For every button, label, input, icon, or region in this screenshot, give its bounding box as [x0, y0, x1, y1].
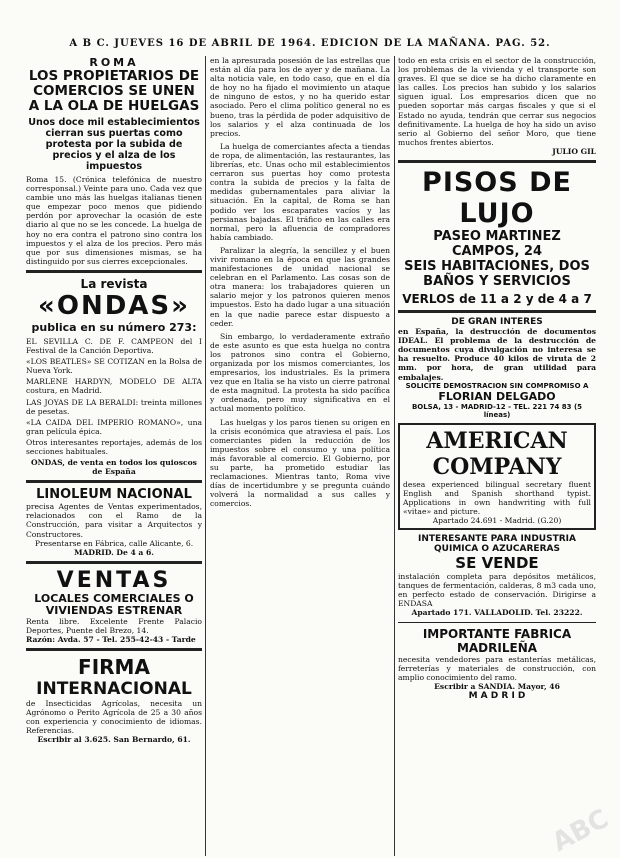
industria-body: instalación completa para depósitos metálicos, tanques de fermentación, calderas, 8 m3 cada uno, en perfecto estado de conservación. Dirigirse a ENDASA: [398, 572, 596, 609]
firma-title: FIRMA: [78, 655, 150, 680]
fabrica-title: IMPORTANTE FABRICA MADRILEÑA: [422, 626, 572, 655]
ondas-item: «LOS BEATLES» SE COTIZAN en la Bolsa de Nueva York.: [26, 357, 202, 376]
linoleum-title: LINOLEUM NACIONAL: [36, 487, 192, 503]
industria-contact: Apartado 171. VALLADOLID. Tel. 23222.: [411, 608, 583, 618]
column-right: [398, 56, 596, 701]
article-subhead: Unos doce mil establecimientos cierran sus puertas como protesta por la subida de precios y el alza de los impuestos: [28, 117, 200, 172]
interes-ad: [398, 317, 596, 419]
divider: [398, 310, 596, 313]
american-title2: COMPANY: [432, 453, 562, 480]
ventas-title: VENTAS: [56, 567, 172, 593]
article-paragraph: Sin embargo, lo verdaderamente extraño de este asunto es que esta huelga no contra los patronos sino contra el Gobierno, organizada por los mismos comerciantes, los empresarios, los industriales. Es la primera vez que en Italia se ha visto un cierre patronal de esta magnitud. La protesta ha sido pacífica y ordenada, pero muy significativa en el actual momento político.: [210, 331, 390, 414]
pisos-rooms: SEIS HABITACIONES, DOS BAÑOS Y SERVICIOS: [404, 259, 590, 290]
pisos-street: PASEO MARTINEZ CAMPOS, 24: [433, 229, 561, 260]
divider: [26, 561, 202, 564]
industria-ad: [398, 534, 596, 617]
fabrica-contact: Escribir a SANDIA. Mayor, 46: [434, 681, 560, 691]
fabrica-body: necesita vendedores para estanterías metálicas, ferreterías y materiales de construcción, con amplio conocimiento del ramo.: [398, 654, 596, 682]
article-paragraph: Las huelgas y los paros tienen su origen en la crisis económica que atraviesa el país. Los comerciantes piden la reducción de los impuestos sobre el consumo y una política más favorable al comercio. El Gobierno, por su parte, ha prometido estudiar las reclamaciones. Mientras tanto, Roma vive días de incertidumbre y se pregunta cuándo volverá la normalidad a sus calles y comercios.: [210, 417, 390, 509]
article-paragraph: La huelga de comerciantes afecta a tiendas de ropa, de alimentación, las restaurantes, las librerías, etc. Unas ocho mil establecimientos cerraron sus puertas hoy como protesta contra la subida de precios y la falta de medidas gubernamentales para aliviar la situación. En la capital, de Roma se han podido ver los escaparates vacíos y las persianas bajadas. El tráfico en las calles era normal, pero la afluencia de compradores había cambiado.: [210, 141, 390, 242]
pisos-ad: [398, 167, 596, 306]
firma-title2: INTERNACIONAL: [36, 679, 192, 700]
column-left: [26, 56, 202, 745]
american-contact: Apartado 24.691 - Madrid. (G.20): [432, 515, 562, 525]
pisos-title: PISOS DE LUJO: [422, 167, 572, 230]
article-headline: LOS PROPIETARIOS DE COMERCIOS SE UNEN A LA OLA DE HUELGAS: [28, 68, 200, 114]
divider: [398, 160, 596, 163]
interes-title: DE GRAN INTERES: [451, 317, 543, 328]
american-title1: AMERICAN: [426, 427, 568, 454]
fabrica-city: M A D R I D: [468, 690, 526, 701]
article-paragraph: todo en esta crisis en el sector de la construcción, los problemas de la vivienda y el transporte son graves. El que se dice se ha dicho claramente en las calles. Los precios han subido y los salarios siguen igual. Los empresarios dicen que no pueden soportar más cargas fiscales y que si el Estado no ayuda, tendrán que cerrar sus negocios definitivamente. La huelga de hoy ha sido un aviso serio al Gobierno del señor Moro, que tiene muchos frentes abiertos.: [398, 56, 596, 147]
divider: [26, 480, 202, 483]
ondas-item: «LA CAIDA DEL IMPERIO ROMANO», una gran película épica.: [26, 417, 202, 436]
kicker: ROMA: [89, 56, 139, 69]
ondas-item: EL SEVILLA C. DE F. CAMPEON del I Festival de la Canción Deportiva.: [26, 336, 202, 356]
ondas-item: LAS JOYAS DE LA BERALDI: treinta millones de pesetas.: [26, 397, 202, 416]
divider: [26, 648, 202, 651]
ventas-ad: [26, 568, 202, 644]
linoleum-contact: Presentarse en Fábrica, calle Alicante, 6.: [34, 538, 194, 548]
article-body: Roma 15. (Crónica telefónica de nuestro corresponsal.) Veinte para uno. Cada vez que cambie uno más las huelgas italianas tienen que empezar poco menos que pidiendo perdón por aprovechar la ocasión de este diario al que no se les concede. La huelga de hoy no era contra el patrono sino contra los impuestos y el alza de los precios. Pero más que por sus dimensiones mismas, se ha distinguido por sus cierres excepcionales.: [26, 175, 202, 266]
divider: [398, 622, 596, 623]
firma-ad: [26, 655, 202, 744]
article-paragraph: Paralizar la alegría, la sencillez y el buen vivir romano en la época en que las grandes manifestaciones de unidad nacional se celebran en el Parlamento. Las cosas son de otra manera: los trabajadores quieren un salario mejor y los patronos quieren menos impuestos. Esto ha dado lugar a una situación en la que nadie parece estar dispuesto a ceder.: [210, 245, 390, 328]
interes-demo: SOLICITE DEMOSTRACION SIN COMPROMISO A: [405, 381, 589, 390]
industria-title: INTERESANTE PARA INDUSTRIA QUIMICA O AZUCARERAS: [418, 534, 576, 555]
column-rule: [205, 56, 206, 856]
american-ad: [398, 423, 596, 530]
interes-address: BOLSA, 13 - MADRID-12 - TEL. 221 74 83 (5 líneas): [411, 402, 583, 419]
ondas-issue: publica en su número 273:: [31, 320, 197, 334]
article-paragraph: en la apresurada posesión de las estrellas que están al día para los de ayer y de mañana. La alta noticia vale, en todo caso, que en el día de hoy no ha fijado el movimiento un ataque de ninguno de estos, y no ha querido estar asociado. Pero el clima político general no es bueno, tras la pérdida de poder adquisitivo de los salarios y el alza continuada de los precios.: [210, 56, 390, 138]
ondas-ad: [26, 277, 202, 476]
column-rule: [394, 56, 395, 856]
industria-sub: SE VENDE: [455, 554, 539, 573]
divider: [26, 270, 202, 273]
article-signature: JULIO GIL: [552, 146, 596, 156]
ondas-item: MARLENE HARDYN, MODELO DE ALTA costura, en Madrid.: [26, 377, 202, 396]
firma-contact: Escribir al 3.625. San Bernardo, 61.: [37, 735, 191, 745]
firma-body: de Insecticidas Agrícolas, necesita un Agrónomo o Perito Agrícola de 25 a 30 años con experiencia y conocimiento de idiomas. Referencias.: [26, 699, 202, 736]
column-middle: [210, 56, 390, 509]
abc-watermark: ABC: [547, 803, 614, 858]
ventas-body: Renta libre. Excelente Frente Palacio Deportes, Puente del Brezo, 14.: [26, 616, 202, 635]
american-body: desea experienced bilingual secretary fluent English and Spanish shorthand typist. Applications in own handwriting with full «vitae» and picture.: [403, 479, 591, 516]
linoleum-body: precisa Agentes de Ventas experimentados, relacionados con el Ramo de la Construcción, para visitar a Arquitectos y Constructores.: [26, 502, 202, 539]
ventas-contact: Razón: Avda. 57 - Tel. 255-42-43 - Tarde: [26, 635, 196, 644]
linoleum-city: MADRID. De 4 a 6.: [74, 547, 154, 557]
page-header: A B C. JUEVES 16 DE ABRIL DE 1964. EDICION DE LA MAÑANA. PAG. 52.: [69, 38, 551, 49]
pisos-hours: VERLOS de 11 a 2 y de 4 a 7: [402, 292, 592, 307]
linoleum-ad: [26, 487, 202, 557]
ondas-intro: La revista: [80, 276, 148, 291]
interes-body: en España, la destrucción de documentos IDEAL. El problema de la destrucción de documentos cuya divulgación no interesa se ha resuelto. Produce 40 kilos de viruta de 2 mm. por hora, de gran utilidad para embalajes.: [398, 327, 596, 382]
interes-company: FLORIAN DELGADO: [438, 389, 556, 403]
ondas-item: Otros interesantes reportajes, además de los secciones habituales.: [26, 437, 202, 456]
ondas-title: «ONDAS»: [38, 290, 190, 321]
ventas-sub: LOCALES COMERCIALES O VIVIENDAS ESTRENAR: [34, 591, 194, 617]
ondas-item: ONDAS, de venta en todos los quioscos de España: [31, 458, 197, 477]
fabrica-ad: [398, 627, 596, 701]
